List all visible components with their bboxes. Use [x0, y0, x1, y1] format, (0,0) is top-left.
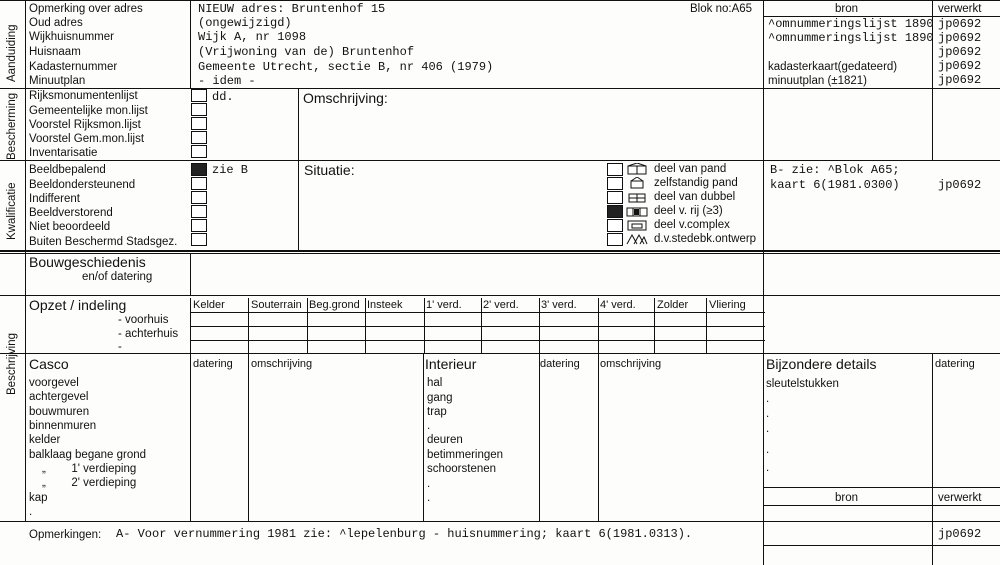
- checkbox-inventarisatie[interactable]: [191, 145, 207, 158]
- bijzondere-datering-header: datering: [935, 358, 975, 370]
- label-rijksmonumentenlijst: Rijksmonumentenlijst: [29, 90, 138, 102]
- checkbox-zelfstandig-pand[interactable]: [607, 177, 623, 190]
- blok-label: Blok no:: [690, 3, 732, 15]
- casco-item: binnenmuren: [29, 420, 97, 432]
- verwerkt-header: verwerkt: [938, 3, 982, 15]
- situatie-stedebk-ontwerp: d.v.stedebk.ontwerp: [654, 233, 757, 245]
- checkbox-gemeentelijke-mon-lijst[interactable]: [191, 103, 207, 116]
- checkbox-beeldverstorend[interactable]: [191, 205, 207, 218]
- checkbox-buiten-beschermd-stadsgez[interactable]: [191, 233, 207, 246]
- kwalificatie-note: zie B: [212, 163, 249, 177]
- value-opmerking-over-adres: NIEUW adres: Bruntenhof 15: [198, 2, 386, 16]
- label-voorstel-gem-mon-lijst: Voorstel Gem.mon.lijst: [29, 133, 145, 145]
- section-kwalificatie-label: Kwalificatie: [6, 182, 18, 240]
- checkbox-niet-beoordeeld[interactable]: [191, 219, 207, 232]
- interieur-item: gang: [427, 392, 453, 404]
- bron-header: bron: [835, 3, 859, 15]
- blok-number: [690, 2, 752, 16]
- interieur-item: deuren: [427, 434, 463, 446]
- checkbox-beeldondersteunend[interactable]: [191, 177, 207, 190]
- opzet-title: Opzet / indeling: [29, 297, 127, 313]
- interieur-item: .: [427, 478, 431, 490]
- opzet-col-1-verd: 1' verd.: [426, 299, 462, 311]
- casco-item: balklaag begane grond: [29, 449, 147, 461]
- opzet-col-4-verd: 4' verd.: [600, 299, 636, 311]
- label-beeldverstorend: Beeldverstorend: [29, 207, 113, 219]
- verwerkt-entry: jp0692: [938, 73, 982, 87]
- bijzondere-item: sleutelstukken: [766, 378, 839, 390]
- label-wijkhuisnummer: Wijkhuisnummer: [29, 31, 114, 43]
- opzet-col-souterrain: Souterrain: [251, 299, 302, 311]
- value-kadasternummer: Gemeente Utrecht, sectie B, nr 406 (1979): [198, 60, 494, 74]
- checkbox-deel-v-rij[interactable]: [607, 205, 623, 218]
- situatie-deel-v-rij: deel v. rij (≥3): [654, 205, 723, 217]
- opzet-col-2-verd: 2' verd.: [483, 299, 519, 311]
- label-beeldbepalend: Beeldbepalend: [29, 164, 106, 176]
- opzet-row-voorhuis: - voorhuis: [118, 314, 169, 326]
- blok-value: A65: [731, 3, 753, 15]
- interieur-omschrijving-header: omschrijving: [600, 358, 662, 370]
- casco-item: bouwmuren: [29, 406, 90, 418]
- label-minuutplan: Minuutplan: [29, 75, 86, 87]
- label-voorstel-rijksmon-lijst: Voorstel Rijksmon.lijst: [29, 119, 141, 131]
- label-buiten-beschermd-stadsgez: Buiten Beschermd Stadsgez.: [29, 236, 178, 248]
- bron-entry: ^omnummeringslijst 1890: [768, 17, 934, 31]
- casco-item: .: [29, 506, 33, 518]
- verwerkt-entry: jp0692: [938, 31, 982, 45]
- opmerkingen-verwerkt: jp0692: [938, 527, 982, 541]
- kwalificatie-bron-line: B- zie: ^Blok A65;: [770, 163, 900, 177]
- situatie-deel-van-pand: deel van pand: [654, 163, 727, 175]
- bijzondere-item: .: [766, 408, 770, 420]
- bijzondere-item: .: [766, 444, 770, 456]
- kwalificatie-verwerkt: jp0692: [938, 178, 982, 192]
- opzet-row-achterhuis: - achterhuis: [118, 328, 179, 340]
- urban-design-icon: [626, 233, 648, 245]
- casco-item: kelder: [29, 434, 61, 446]
- label-kadasternummer: Kadasternummer: [29, 61, 118, 73]
- interieur-item: schoorstenen: [427, 463, 497, 475]
- casco-item: „ 2' verdieping: [42, 477, 137, 489]
- kwalificatie-bron-line: kaart 6(1981.0300): [770, 178, 900, 192]
- interieur-title: Interieur: [425, 356, 477, 372]
- casco-omschrijving-header: omschrijving: [251, 358, 313, 370]
- interieur-item: betimmeringen: [427, 449, 504, 461]
- checkbox-deel-van-dubbel[interactable]: [607, 191, 623, 204]
- label-huisnaam: Huisnaam: [29, 46, 81, 58]
- bijzondere-item: .: [766, 462, 770, 474]
- checkbox-indifferent[interactable]: [191, 191, 207, 204]
- bijzondere-title: Bijzondere details: [766, 356, 877, 372]
- section-beschrijving-label: Beschrijving: [6, 333, 18, 395]
- double-building-icon: [626, 191, 648, 203]
- casco-datering-header: datering: [193, 358, 233, 370]
- checkbox-rijksmonumentenlijst[interactable]: [191, 89, 207, 102]
- checkbox-deel-v-complex[interactable]: [607, 219, 623, 232]
- opzet-col-vliering: Vliering: [709, 299, 746, 311]
- omschrijving-label: Omschrijving:: [303, 90, 388, 106]
- opzet-col-zolder: Zolder: [657, 299, 689, 311]
- standalone-building-icon: [626, 177, 648, 189]
- value-wijkhuisnummer: Wijk A, nr 1098: [198, 30, 307, 44]
- bron-entry: kadasterkaart(gedateerd): [768, 61, 898, 73]
- bescherming-note: dd.: [212, 90, 234, 104]
- situatie-deel-v-complex: deel v.complex: [654, 219, 730, 231]
- value-huisnaam: (Vrijwoning van de) Bruntenhof: [198, 45, 415, 59]
- label-gemeentelijke-mon-lijst: Gemeentelijke mon.lijst: [29, 105, 148, 117]
- opmerkingen-text: A- Voor vernummering 1981 zie: ^lepelenburg - huisnummering; kaart 6(1981.0313).: [116, 527, 693, 541]
- opzet-col-kelder: Kelder: [193, 299, 225, 311]
- bron-entry: minuutplan (±1821): [768, 75, 868, 87]
- situatie-zelfstandig-pand: zelfstandig pand: [654, 177, 738, 189]
- opmerkingen-label: Opmerkingen:: [29, 529, 102, 541]
- section-aanduiding-label: Aanduiding: [6, 24, 18, 82]
- opzet-col-insteek: Insteek: [367, 299, 403, 311]
- complex-building-icon: [626, 219, 648, 231]
- bijzondere-item: .: [766, 423, 770, 435]
- opzet-col-beg-grond: Beg.grond: [309, 299, 360, 311]
- casco-item: voorgevel: [29, 377, 79, 389]
- situatie-deel-van-dubbel: deel van dubbel: [654, 191, 736, 203]
- verwerkt-entry: jp0692: [938, 45, 982, 59]
- checkbox-voorstel-rijksmon-lijst[interactable]: [191, 117, 207, 130]
- label-niet-beoordeeld: Niet beoordeeld: [29, 221, 111, 233]
- bron-entry: ^omnummeringslijst 1890: [768, 31, 934, 45]
- building-part-icon: [626, 163, 648, 175]
- verwerkt-entry: jp0692: [938, 59, 982, 73]
- casco-title: Casco: [29, 356, 69, 372]
- bijzondere-verwerkt-header: verwerkt: [938, 492, 982, 504]
- opzet-col-3-verd: 3' verd.: [541, 299, 577, 311]
- opzet-row-other: -: [118, 341, 122, 353]
- checkbox-beeldbepalend[interactable]: [191, 163, 207, 176]
- label-inventarisatie: Inventarisatie: [29, 147, 98, 159]
- checkbox-d-v-stedebk-ontwerp[interactable]: [607, 233, 623, 246]
- row-building-icon: [626, 205, 648, 217]
- label-oud-adres: Oud adres: [29, 17, 83, 29]
- interieur-item: hal: [427, 377, 443, 389]
- checkbox-deel-van-pand[interactable]: [607, 163, 623, 176]
- checkbox-voorstel-gem-mon-lijst[interactable]: [191, 131, 207, 144]
- interieur-item: trap: [427, 406, 447, 418]
- interieur-datering-header: datering: [540, 358, 580, 370]
- section-bescherming-label: Bescherming: [6, 92, 18, 160]
- bijzondere-item: .: [766, 393, 770, 405]
- situatie-label: Situatie:: [304, 162, 355, 178]
- bijzondere-bron-header: bron: [835, 492, 859, 504]
- interieur-item: .: [427, 492, 431, 504]
- bouwgeschiedenis-subtitle: en/of datering: [82, 271, 153, 283]
- label-opmerking-over-adres: Opmerking over adres: [29, 3, 143, 15]
- value-oud-adres: (ongewijzigd): [198, 16, 292, 30]
- casco-item: kap: [29, 492, 48, 504]
- value-minuutplan: - idem -: [198, 74, 256, 88]
- casco-item: „ 1' verdieping: [42, 463, 137, 475]
- verwerkt-entry: jp0692: [938, 17, 982, 31]
- bouwgeschiedenis-title: Bouwgeschiedenis: [29, 254, 146, 270]
- label-indifferent: Indifferent: [29, 193, 80, 205]
- label-beeldondersteunend: Beeldondersteunend: [29, 179, 136, 191]
- casco-item: achtergevel: [29, 391, 89, 403]
- interieur-item: .: [427, 420, 431, 432]
